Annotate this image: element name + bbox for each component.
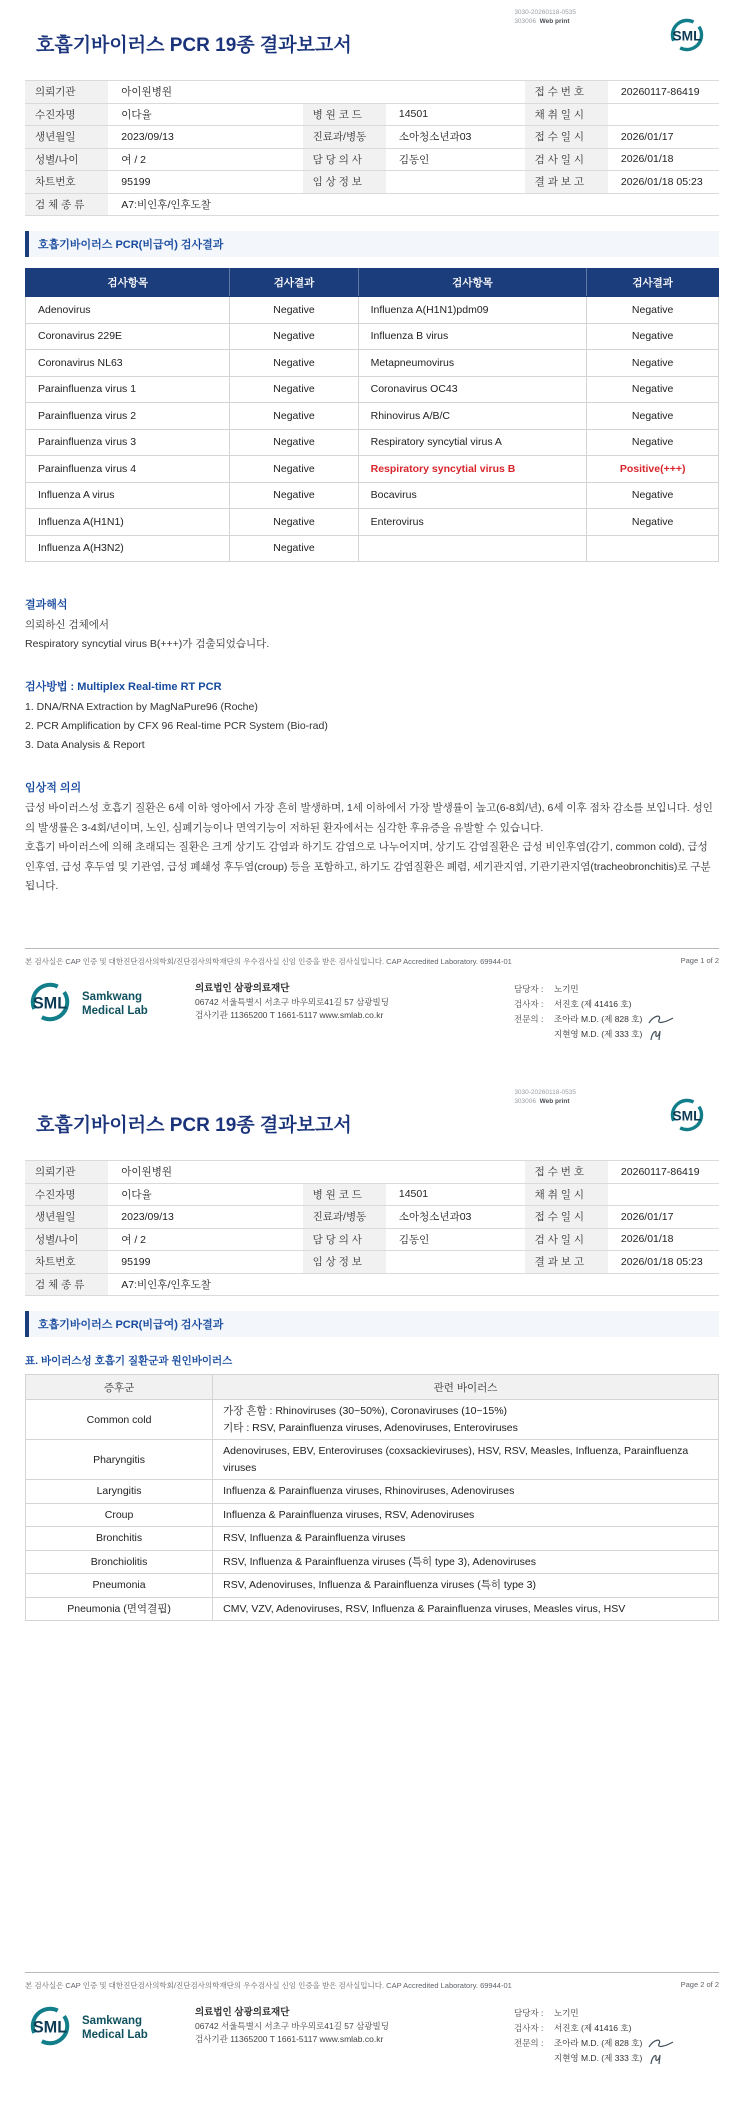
patient-row [25,1273,719,1296]
footer-main [25,2004,719,2066]
field-value: 14501 [386,1183,525,1206]
page-footer [25,948,719,1042]
field-label: 차트번호 [25,1251,108,1274]
print-code [514,1088,576,1106]
test-result: Negative [230,456,358,483]
field-label: 생년월일 [25,1206,108,1229]
footer-main [25,980,719,1042]
test-item: Metapneumovirus [358,350,587,377]
clinical-significance-block [0,779,744,897]
patient-info-table [25,1160,719,1296]
result-row [26,482,719,509]
field-label: 임 상 정 보 [303,1251,386,1274]
footer-logo [25,980,195,1029]
syndrome-name: Pneumonia (면역결핍) [26,1597,213,1621]
field-value: 2026/01/17 [608,126,719,149]
print-code-line2: 303006 Web print [514,18,570,25]
svg-text:SML: SML [32,994,68,1013]
manager-line: 담당자 : 노기민 [514,2008,579,2018]
field-value: 20260117-86419 [608,1161,719,1184]
test-item: Adenovirus [26,297,230,324]
field-value: 김동인 [386,1228,525,1251]
footer-divider [25,1972,719,1973]
footer-org-info [195,2004,514,2047]
syndrome-name: Common cold [26,1400,213,1440]
virus-list: RSV, Influenza & Parainfluenza viruses (특히 type 3), Adenoviruses [213,1550,719,1574]
field-label: 의뢰기관 [25,81,108,104]
virus-syndrome-table [25,1374,719,1621]
virus-list: Influenza & Parainfluenza viruses, Rhinoviruses, Adenoviruses [213,1480,719,1504]
web-print-label: Web print [539,18,570,25]
patient-row [25,171,719,194]
footer-org-info [195,980,514,1023]
sml-logo-icon [25,980,75,1029]
page-number: Page 1 of 2 [680,956,719,965]
test-result: Negative [587,323,719,350]
result-row-positive [26,456,719,483]
org-contact: 검사기관 11365200 T 1661-5117 www.smlab.co.kr [195,1010,384,1020]
virus-row [26,1527,719,1551]
test-result: Negative [587,429,719,456]
test-result: Negative [587,297,719,324]
test-item: Influenza A(H3N2) [26,535,230,562]
virus-list: Influenza & Parainfluenza viruses, RSV, Adenoviruses [213,1503,719,1527]
syndrome-name: Pharyngitis [26,1440,213,1480]
results-section-title: 호흡기바이러스 PCR(비급여) 검사결과 [25,1311,719,1337]
report-header [0,0,744,64]
test-result: Negative [230,509,358,536]
field-label: 검 사 일 시 [525,1228,608,1251]
patient-row [25,1228,719,1251]
field-value: 김동인 [386,148,525,171]
field-value: 여 / 2 [108,148,302,171]
specialist-line: 지현영 M.D. (제 333 호) [514,2051,719,2066]
svg-text:SML: SML [672,28,702,44]
field-label: 담 당 의 사 [303,148,386,171]
signature-icon [648,1014,674,1026]
page-footer [25,1972,719,2066]
footer-logo [25,2004,195,2053]
clinical-significance-paragraph: 급성 바이러스성 호흡기 질환은 6세 이하 영아에서 가장 흔히 발생하며, 1세 이하에서 가장 발생률이 높고(6-8회/년), 6세 이후 점차 감소를 보입니다. 성인의 발생률은 3-4회/년이며, 노인, 심폐기능이나 면역기능이 저하된 환자에서는 심각한 후유증을 유발할 수 있습니다. [25,802,713,834]
field-label: 진료과/병동 [303,1206,386,1229]
test-result: Negative [587,509,719,536]
field-value: 20260117-86419 [608,81,719,104]
syndrome-name: Pneumonia [26,1574,213,1598]
examiner-line: 검사자 : 서진호 (제 41416 호) [514,2023,632,2033]
virus-list: Adenoviruses, EBV, Enteroviruses (coxsackieviruses), HSV, RSV, Measles, Influenza, Parainfluenza viruses [213,1440,719,1480]
field-label: 의뢰기관 [25,1161,108,1184]
test-item [358,535,587,562]
test-item: Bocavirus [358,482,587,509]
footer-signatures [514,2004,719,2066]
specialist-line: 지현영 M.D. (제 333 호) [514,1027,719,1042]
lab-name: Samkwang Medical Lab [82,2015,148,2041]
pcr-results-table [25,268,719,562]
test-item: Coronavirus OC43 [358,376,587,403]
org-name: 의료법인 삼광의료재단 [195,2007,290,2018]
field-label: 채 취 일 시 [525,1183,608,1206]
syndrome-name: Laryngitis [26,1480,213,1504]
patient-row [25,1183,719,1206]
method-title: 검사방법 : Multiplex Real-time RT PCR [25,681,222,693]
field-label: 차트번호 [25,171,108,194]
result-row [26,350,719,377]
field-label: 접 수 일 시 [525,126,608,149]
results-section-title: 호흡기바이러스 PCR(비급여) 검사결과 [25,231,719,257]
virus-list: RSV, Adenoviruses, Influenza & Parainfluenza viruses (특히 type 3) [213,1574,719,1598]
virus-table-caption: 표. 바이러스성 호흡기 질환군과 원인바이러스 [25,1355,233,1367]
result-row [26,535,719,562]
field-value: 2023/09/13 [108,126,302,149]
test-result: Negative [587,350,719,377]
syndrome-name: Croup [26,1503,213,1527]
patient-row [25,193,719,216]
report-header [0,1080,744,1144]
field-label: 병 원 코 드 [303,103,386,126]
test-item: Influenza A virus [26,482,230,509]
field-label: 임 상 정 보 [303,171,386,194]
footer-signatures [514,980,719,1042]
method-block [0,678,744,755]
field-value: A7:비인후/인후도찰 [108,1273,719,1296]
field-value: 2026/01/18 05:23 [608,1251,719,1274]
test-item: Parainfluenza virus 4 [26,456,230,483]
field-label: 생년월일 [25,126,108,149]
virus-list: CMV, VZV, Adenoviruses, RSV, Influenza & Parainfluenza viruses, Measles virus, HSV [213,1597,719,1621]
web-print-label: Web print [539,1098,570,1105]
field-value: 소아청소년과03 [386,126,525,149]
field-value: 2026/01/18 [608,1228,719,1251]
patient-row [25,1206,719,1229]
test-item: Respiratory syncytial virus A [358,429,587,456]
field-value [386,171,525,194]
print-code-line1: 3030-20260118-0535 [514,9,576,16]
field-value: 소아청소년과03 [386,1206,525,1229]
test-result: Negative [230,429,358,456]
virus-table-header-row [26,1375,719,1400]
page-title: 호흡기바이러스 PCR 19종 결과보고서 [36,35,352,56]
field-value: 2026/01/17 [608,1206,719,1229]
field-label: 담 당 의 사 [303,1228,386,1251]
svg-text:SML: SML [672,1108,702,1124]
report-page-2 [0,1080,744,2104]
test-item: Coronavirus NL63 [26,350,230,377]
field-value: 여 / 2 [108,1228,302,1251]
interpretation-line: Respiratory syncytial virus B(+++)가 검출되었습니다. [25,638,270,650]
field-value: 14501 [386,103,525,126]
virus-list: 가장 흔함 : Rhinoviruses (30~50%), Coronaviruses (10~15%) 기타 : RSV, Parainfluenza viruses, Adenoviruses, Enteroviruses [213,1400,719,1440]
test-item: Enterovirus [358,509,587,536]
patient-row [25,1251,719,1274]
test-item: Influenza A(H1N1)pdm09 [358,297,587,324]
patient-row [25,103,719,126]
field-value: 아이원병원 [108,1161,524,1184]
field-value: 2023/09/13 [108,1206,302,1229]
test-result-positive: Positive(+++) [587,456,719,483]
syndrome-name: Bronchitis [26,1527,213,1551]
svg-text:SML: SML [32,2018,68,2037]
manager-line: 담당자 : 노기민 [514,984,579,994]
field-label: 접 수 번 호 [525,1161,608,1184]
test-result [587,535,719,562]
field-label: 결 과 보 고 [525,1251,608,1274]
method-step: 3. Data Analysis & Report [25,739,145,751]
test-result: Negative [587,376,719,403]
test-item: Coronavirus 229E [26,323,230,350]
result-row [26,323,719,350]
field-label: 진료과/병동 [303,126,386,149]
test-result: Negative [230,350,358,377]
field-label: 성별/나이 [25,1228,108,1251]
test-result: Negative [587,403,719,430]
clinical-significance-paragraph: 호흡기 바이러스에 의해 초래되는 질환은 크게 상기도 감염과 하기도 감염으로 나누어지며, 상기도 감염질환은 급성 비인후염(감기, common cold), 급성 인후염, 급성 후두염 및 기관염, 급성 폐쇄성 후두염(croup) 등을 포함하고, 하기도 감염질환은 폐렴, 세기관지염, 기관기관지염(tracheobronchitis)로 구분됩니다. [25,841,711,892]
result-row [26,376,719,403]
signature-icon [648,2052,664,2066]
col-header-result: 검사결과 [587,269,719,297]
virus-row [26,1400,719,1440]
test-item: Influenza A(H1N1) [26,509,230,536]
virus-row [26,1480,719,1504]
col-header-viruses: 관련 바이러스 [213,1375,719,1400]
method-step: 2. PCR Amplification by CFX 96 Real-time PCR System (Bio-rad) [25,720,328,732]
patient-row [25,1161,719,1184]
method-step: 1. DNA/RNA Extraction by MagNaPure96 (Roche) [25,701,258,713]
print-code-line1: 3030-20260118-0535 [514,1089,576,1096]
org-contact: 검사기관 11365200 T 1661-5117 www.smlab.co.kr [195,2034,384,2044]
accreditation-text: 본 검사실은 CAP 인증 및 대한진단검사의학회/진단검사의학재단의 우수검사실 신임 인증을 받은 검사실입니다. CAP Accredited Laboratory. 69944-01 [25,1981,512,1990]
virus-row [26,1440,719,1480]
test-result: Negative [587,482,719,509]
test-item: Parainfluenza virus 3 [26,429,230,456]
col-header-item: 검사항목 [358,269,587,297]
field-label: 검 체 종 류 [25,1273,108,1296]
sml-logo-icon [666,16,708,59]
test-result: Negative [230,403,358,430]
field-value: 95199 [108,1251,302,1274]
field-value: 아이원병원 [108,81,524,104]
interpretation-line: 의뢰하신 검체에서 [25,619,110,631]
interpretation-block [0,596,744,654]
accreditation-line [25,956,719,967]
field-label: 결 과 보 고 [525,171,608,194]
result-row [26,429,719,456]
virus-row [26,1503,719,1527]
patient-info-table [25,80,719,216]
virus-row [26,1574,719,1598]
field-value: 이다율 [108,1183,302,1206]
field-value [608,1183,719,1206]
signature-icon [648,2038,674,2050]
field-label: 성별/나이 [25,148,108,171]
result-row [26,297,719,324]
page-number: Page 2 of 2 [680,1980,719,1989]
sml-logo-icon [25,2004,75,2053]
test-item: Parainfluenza virus 1 [26,376,230,403]
patient-row [25,126,719,149]
field-label: 접 수 번 호 [525,81,608,104]
specialist-line: 전문의 : 조아라 M.D. (제 828 호) [514,2036,719,2051]
field-value: A7:비인후/인후도찰 [108,193,719,216]
interpretation-title: 결과해석 [25,599,68,611]
accreditation-text: 본 검사실은 CAP 인증 및 대한진단검사의학회/진단검사의학재단의 우수검사실 신임 인증을 받은 검사실입니다. CAP Accredited Laboratory. 69944-01 [25,957,512,966]
field-value [386,1251,525,1274]
field-label: 수진자명 [25,103,108,126]
test-result: Negative [230,323,358,350]
test-result: Negative [230,376,358,403]
field-label: 수진자명 [25,1183,108,1206]
test-item-positive: Respiratory syncytial virus B [358,456,587,483]
field-label: 채 취 일 시 [525,103,608,126]
test-result: Negative [230,297,358,324]
field-value: 2026/01/18 05:23 [608,171,719,194]
page-title: 호흡기바이러스 PCR 19종 결과보고서 [36,1115,352,1136]
sml-logo-icon [666,1096,708,1139]
results-header-row [26,269,719,297]
field-value: 2026/01/18 [608,148,719,171]
print-code [514,8,576,26]
footer-divider [25,948,719,949]
field-value: 95199 [108,171,302,194]
lab-name: Samkwang Medical Lab [82,991,148,1017]
virus-list: RSV, Influenza & Parainfluenza viruses [213,1527,719,1551]
org-address: 06742 서울특별시 서초구 바우뫼로41길 57 삼광빌딩 [195,2020,389,2031]
test-item: Rhinovirus A/B/C [358,403,587,430]
specialist-line: 전문의 : 조아라 M.D. (제 828 호) [514,1012,719,1027]
examiner-line: 검사자 : 서진호 (제 41416 호) [514,999,632,1009]
field-label: 검 체 종 류 [25,193,108,216]
virus-row [26,1550,719,1574]
col-header-syndrome: 증후군 [26,1375,213,1400]
field-label: 접 수 일 시 [525,1206,608,1229]
org-address: 06742 서울특별시 서초구 바우뫼로41길 57 삼광빌딩 [195,996,389,1007]
signature-icon [648,1028,664,1042]
test-item: Influenza B virus [358,323,587,350]
patient-row [25,81,719,104]
patient-row [25,148,719,171]
print-code-line2: 303006 Web print [514,1098,570,1105]
test-item: Parainfluenza virus 2 [26,403,230,430]
result-row [26,403,719,430]
result-row [26,509,719,536]
syndrome-name: Bronchiolitis [26,1550,213,1574]
col-header-item: 검사항목 [26,269,230,297]
test-result: Negative [230,482,358,509]
org-name: 의료법인 삼광의료재단 [195,983,290,994]
clinical-significance-title: 임상적 의의 [25,782,82,794]
accreditation-line [25,1980,719,1991]
col-header-result: 검사결과 [230,269,358,297]
test-result: Negative [230,535,358,562]
virus-row [26,1597,719,1621]
field-label: 병 원 코 드 [303,1183,386,1206]
field-label: 검 사 일 시 [525,148,608,171]
field-value: 이다율 [108,103,302,126]
field-value [608,103,719,126]
